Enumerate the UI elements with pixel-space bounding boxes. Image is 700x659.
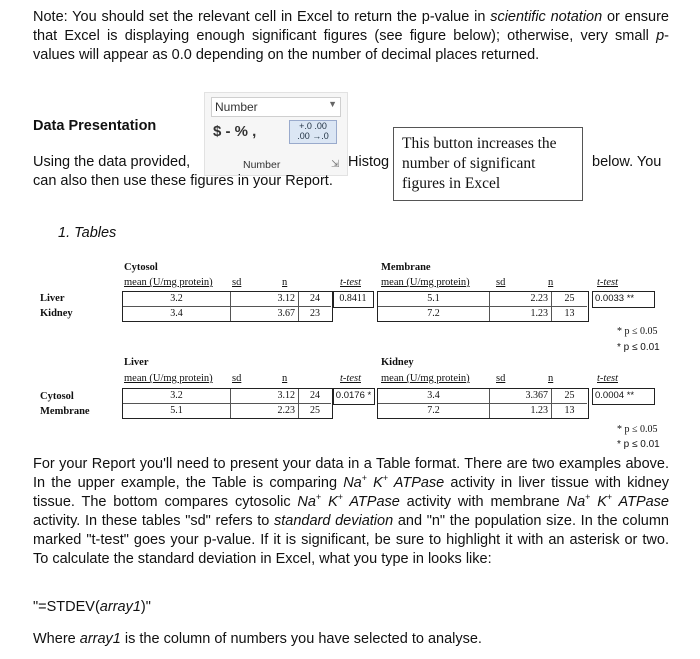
t1-note-1: * p ≤ 0.05 <box>617 326 658 337</box>
t1-cell: 7.2 <box>378 307 490 321</box>
t2-cell: 2.23 <box>231 404 299 418</box>
superscript: + <box>585 492 591 503</box>
superscript: + <box>382 473 389 484</box>
t1-cell: 3.67 <box>231 307 299 321</box>
para2-text: activity in liver tissue with kidney tissue. The bottom compares cytosolic <box>33 475 670 510</box>
t2-ttest-left-box <box>333 388 375 405</box>
callout-box: This button increases the number of significant figures in Excel <box>393 127 583 201</box>
t2-note-1: * p ≤ 0.05 <box>617 424 658 435</box>
t2-col-mean-r: mean (U/mg protein) <box>381 373 470 384</box>
t2-cell: 3.2 <box>123 389 231 404</box>
t1-col-sd: sd <box>232 277 242 288</box>
final-line <box>33 630 482 649</box>
na-term: Na <box>297 494 316 510</box>
t2-cell: 3.367 <box>490 389 552 404</box>
list-item-tables: 1. Tables <box>58 225 117 241</box>
t1-cell: 5.1 <box>378 292 490 307</box>
number-format-dropdown[interactable] <box>211 97 341 117</box>
na-term: Na <box>566 494 586 510</box>
k-term: K <box>597 494 607 510</box>
na-term: Na <box>343 475 362 491</box>
t1-col-ttest: t-test <box>340 277 361 288</box>
section-title: Data Presentation <box>33 118 157 134</box>
t1-cell: 25 <box>552 292 587 307</box>
t1-col-mean-r: mean (U/mg protein) <box>381 277 470 288</box>
t2-cell: 24 <box>299 389 331 404</box>
t1-cell: 3.4 <box>123 307 231 321</box>
para2-text: activity. In these tables "sd" refers to <box>33 513 275 529</box>
t1-cell: 3.12 <box>231 292 299 307</box>
t2-cell: 1.23 <box>490 404 552 418</box>
formula-line <box>33 598 151 617</box>
t1-cell: 1.23 <box>490 307 552 321</box>
number-format-value: Number <box>215 100 258 114</box>
atpase-term: ATPase <box>388 475 445 491</box>
t1-ttest-right: 0.0033 ** <box>595 293 635 304</box>
dialog-launcher-icon[interactable]: ⇲ <box>331 159 340 170</box>
para1-line2: can also then use these figures in your Report. <box>33 173 333 189</box>
t1-cell: 3.2 <box>123 292 231 307</box>
t2-left-group: Liver <box>124 357 149 368</box>
t1-right-group: Membrane <box>381 262 431 273</box>
formula-post: )" <box>140 599 151 615</box>
formula-arg: array1 <box>99 599 141 615</box>
t1-cell: 24 <box>299 292 331 307</box>
para1-line1-mid: Histog <box>348 154 390 170</box>
note-paragraph <box>33 8 669 65</box>
t2-note-2: * p ≤ 0.01 <box>617 439 660 450</box>
t1-cell: 13 <box>564 308 575 319</box>
t1-right-grid <box>377 291 589 322</box>
superscript: + <box>606 492 613 503</box>
t1-col-sd-r: sd <box>496 277 506 288</box>
t1-ttest-left: 0.8411 <box>339 293 367 304</box>
t2-row-label-membrane: Membrane <box>40 406 90 417</box>
t2-left-grid <box>122 388 333 419</box>
k-term: K <box>367 475 383 491</box>
excel-number-group <box>204 92 348 176</box>
t2-cell: 5.1 <box>123 404 231 418</box>
t2-cell: 7.2 <box>378 404 490 418</box>
k-term: K <box>321 494 338 510</box>
t1-left-grid <box>122 291 333 322</box>
superscript: + <box>361 473 368 484</box>
note-text-2: or ensure that Excel is displaying enough significant figures (see figure below); otherwise, very small <box>33 9 669 44</box>
t2-row-label-cytosol: Cytosol <box>40 391 74 402</box>
para2 <box>33 455 669 569</box>
note-italic: scientific notation <box>490 9 603 25</box>
para1-line1-start: Using the data provided, <box>33 154 191 170</box>
t2-right-grid <box>377 388 589 419</box>
final-arg: array1 <box>79 631 121 647</box>
para2-text: and "n" the population size. In the column marked "t-test" goes your p-value. If it is significant, be sure to highlight it with an asterisk or two. To calculate the standard deviation in Excel, what you type in looks like: <box>33 513 670 567</box>
para2-text: For your Report you'll need to present your data in a Table format. There are two examples above. In the upper example, the Table is comparing <box>33 456 669 491</box>
atpase-term: ATPase <box>343 494 400 510</box>
t1-col-n-r: n <box>548 277 554 288</box>
note-text-3: -values will appear as 0.0 depending on the number of decimal places returned. <box>33 28 669 63</box>
t2-col-ttest: t-test <box>340 373 361 384</box>
t1-col-ttest-r: t-test <box>597 277 618 288</box>
t2-cell: 3.4 <box>378 389 490 404</box>
t2-ttest-right-box <box>592 388 655 405</box>
decrease-decimal-label: .00 →.0 <box>297 131 329 141</box>
t2-col-mean: mean (U/mg protein) <box>124 373 213 384</box>
t1-cell: 23 <box>310 308 320 319</box>
t2-ttest-right: 0.0004 ** <box>595 390 635 401</box>
t1-col-mean: mean (U/mg protein) <box>124 277 213 288</box>
final-rest: is the column of numbers you have selected to analyse. <box>120 631 482 647</box>
increase-decimal-button[interactable] <box>289 120 337 144</box>
t2-cell: 25 <box>552 389 587 404</box>
t1-row-label-liver: Liver <box>40 293 65 304</box>
chevron-down-icon: ▼ <box>328 99 337 109</box>
para1-line1-end: below. You <box>592 154 662 170</box>
superscript: + <box>337 492 344 503</box>
increase-decimal-label: +.0 .00 <box>299 121 327 131</box>
t1-row-label-kidney: Kidney <box>40 308 73 319</box>
number-group-label: Number <box>243 159 281 171</box>
t2-col-sd: sd <box>232 373 242 384</box>
t2-col-ttest-r: t-test <box>597 373 618 384</box>
note-italic-p: p <box>656 28 665 44</box>
t2-cell: 25 <box>310 405 320 416</box>
t2-col-sd-r: sd <box>496 373 506 384</box>
formula-pre: "=STDEV( <box>33 599 100 615</box>
t2-col-n: n <box>282 373 288 384</box>
t2-ttest-left: 0.0176 * <box>335 390 372 401</box>
t2-right-group: Kidney <box>381 357 414 368</box>
t1-cell: 2.23 <box>490 292 552 307</box>
t2-col-n-r: n <box>548 373 554 384</box>
note-text: Note: You should set the relevant cell in Excel to return the p-value in <box>33 9 491 25</box>
t1-note-2: * p ≤ 0.01 <box>617 342 660 353</box>
format-symbols[interactable]: $ - % , <box>213 123 257 140</box>
t1-ttest-right-box <box>592 291 655 308</box>
final-pre: Where <box>33 631 80 647</box>
t2-cell: 13 <box>564 405 575 416</box>
superscript: + <box>315 492 322 503</box>
t1-left-group: Cytosol <box>124 262 158 273</box>
t1-col-n: n <box>282 277 288 288</box>
atpase-term: ATPase <box>612 494 669 510</box>
t1-ttest-left-box <box>333 291 374 308</box>
sd-term: standard deviation <box>274 513 394 529</box>
para2-text: activity with membrane <box>399 494 567 510</box>
t2-cell: 3.12 <box>231 389 299 404</box>
